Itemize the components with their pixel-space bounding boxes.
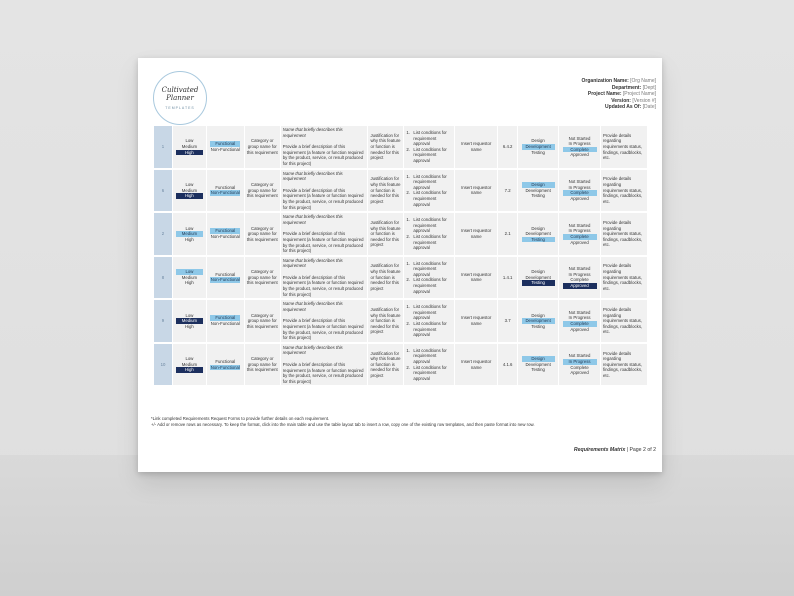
priority-option: High	[184, 280, 194, 286]
phase-option: Development	[525, 361, 551, 367]
table-row	[154, 213, 647, 255]
table-row	[154, 170, 647, 212]
description-body: Provide a brief description of this requirement (a feature or function required by the product, service, or result produced for this project)	[282, 144, 364, 166]
phase-cell	[518, 126, 558, 168]
table-row	[154, 126, 647, 168]
status-option: In Progress	[568, 315, 591, 321]
description-title: Name that briefly describes this requirement	[282, 257, 343, 269]
condition-text: List conditions for requirement approval	[413, 260, 447, 277]
condition-item: 2. List conditions for requirement approval	[406, 147, 452, 164]
description-cell	[281, 300, 368, 342]
category-cell: Category or group name for this requirement	[245, 344, 280, 386]
priority-option: Medium	[176, 318, 203, 324]
description-cell	[281, 213, 368, 255]
row-number: 9	[154, 300, 172, 342]
footnote-link: *Link completed Requirements Request Forms to provide further details on each requirement.	[151, 416, 330, 421]
status-option: In Progress	[568, 184, 591, 190]
justification-cell: Justification for why this feature or function is needed for this project	[368, 126, 403, 168]
requestor-cell: Insert requestor name	[455, 126, 497, 168]
description-title: Name that briefly describes this requirement	[282, 344, 343, 356]
phase-option: Development	[525, 274, 551, 280]
conditions-cell	[404, 344, 454, 386]
status-cell	[559, 170, 600, 212]
condition-item: 1. List conditions for requirement approval	[406, 261, 452, 278]
condition-text: List conditions for requirement approval	[413, 146, 447, 163]
requestor-cell: Insert requestor name	[455, 300, 497, 342]
status-option: Complete	[563, 147, 597, 153]
justification-cell: Justification for why this feature or function is needed for this project	[368, 213, 403, 255]
category-cell: Category or group name for this requirement	[245, 126, 280, 168]
type-option: Non-Functional	[210, 321, 240, 327]
priority-option: High	[176, 193, 203, 199]
condition-item: 1. List conditions for requirement approval	[406, 174, 452, 191]
conditions-cell	[404, 300, 454, 342]
version-cell: 1.4.1	[498, 257, 517, 299]
status-option: Approved	[570, 370, 589, 376]
requestor-cell: Insert requestor name	[455, 257, 497, 299]
status-cell	[559, 213, 600, 255]
phase-option: Design	[522, 356, 555, 362]
phase-cell	[518, 257, 558, 299]
description-cell	[281, 257, 368, 299]
status-option: In Progress	[568, 271, 591, 277]
status-option: Approved	[570, 326, 589, 332]
status-option: Complete	[570, 364, 589, 370]
requestor-cell: Insert requestor name	[455, 213, 497, 255]
description-title: Name that briefly describes this requirement	[282, 127, 343, 138]
phase-option: Design	[531, 138, 545, 144]
header-updated-line: Updated As Of: [Date]	[605, 104, 656, 110]
priority-option: Medium	[181, 143, 198, 149]
description-body: Provide a brief description of this requirement (a feature or function required by the product, service, or result produced for this project)	[282, 318, 364, 341]
phase-option: Development	[522, 318, 555, 324]
type-option: Non-Functional	[210, 277, 240, 283]
condition-item: 2. List conditions for requirement approval	[406, 234, 452, 251]
type-cell	[207, 344, 244, 386]
logo-script-text: Cultivated Planner	[161, 86, 199, 102]
priority-option: Medium	[176, 231, 203, 237]
description-cell	[281, 126, 368, 168]
priority-option: Medium	[181, 187, 198, 193]
condition-text: List conditions for requirement approval	[413, 304, 447, 321]
version-cell: 6.4.2	[498, 126, 517, 168]
footnote-rows: +/- Add or remove rows as necessary. To keep the format, click into the main table and use the table layout tab to insert a row, copy one of the existing row templates, and then paste format into new row.	[151, 422, 535, 427]
requirements-matrix-table	[153, 124, 648, 387]
document-page	[138, 58, 662, 472]
priority-cell	[173, 344, 206, 386]
justification-cell: Justification for why this feature or function is needed for this project	[368, 300, 403, 342]
notes-cell: Provide details regarding requirements status, findings, roadblocks, etc.	[601, 213, 647, 255]
type-cell	[207, 126, 244, 168]
conditions-cell	[404, 213, 454, 255]
priority-option: Low	[185, 225, 194, 231]
description-body: Provide a brief description of this requirement (a feature or function required by the product, service, or result produced for this project)	[282, 187, 364, 210]
phase-option: Testing	[531, 149, 545, 155]
status-option: Not Started	[568, 353, 591, 359]
status-option: Approved	[570, 152, 589, 158]
status-option: In Progress	[563, 359, 597, 365]
row-number: 10	[154, 344, 172, 386]
status-option: Not Started	[568, 309, 591, 315]
priority-option: Low	[176, 269, 203, 275]
phase-option: Testing	[531, 323, 545, 329]
priority-cell	[173, 300, 206, 342]
type-option: Non-Functional	[210, 233, 240, 239]
type-option: Functional	[210, 228, 240, 234]
footnotes	[151, 416, 535, 428]
category-cell: Category or group name for this requirement	[245, 170, 280, 212]
justification-cell: Justification for why this feature or function is needed for this project	[368, 257, 403, 299]
condition-item: 1. List conditions for requirement approval	[406, 130, 452, 147]
status-option: Not Started	[568, 179, 591, 185]
status-option: Not Started	[568, 135, 591, 141]
type-option: Non-Functional	[210, 364, 240, 370]
notes-cell: Provide details regarding requirements status, findings, roadblocks, etc.	[601, 257, 647, 299]
type-cell	[207, 300, 244, 342]
status-option: Not Started	[568, 266, 591, 272]
requestor-cell: Insert requestor name	[455, 344, 497, 386]
header-org-line: Organization Name: [Org Name]	[581, 78, 656, 84]
notes-cell: Provide details regarding requirements status, findings, roadblocks, etc.	[601, 126, 647, 168]
table-row	[154, 257, 647, 299]
priority-cell	[173, 126, 206, 168]
status-option: In Progress	[568, 141, 591, 147]
condition-item: 2. List conditions for requirement approval	[406, 277, 452, 294]
justification-cell: Justification for why this feature or function is needed for this project	[368, 170, 403, 212]
type-cell	[207, 170, 244, 212]
category-cell: Category or group name for this requirement	[245, 213, 280, 255]
condition-text: List conditions for requirement approval	[413, 321, 447, 338]
type-option: Functional	[215, 184, 236, 190]
status-option: Approved	[570, 195, 589, 201]
phase-option: Design	[522, 182, 555, 188]
phase-cell	[518, 170, 558, 212]
phase-option: Development	[525, 231, 551, 237]
header-version-line: Version: [Version #]	[611, 97, 656, 104]
header-dept-line: Department: [Dept]	[611, 84, 656, 91]
row-number: 1	[154, 126, 172, 168]
status-cell	[559, 344, 600, 386]
priority-option: Medium	[181, 274, 198, 280]
status-option: Complete	[563, 234, 597, 240]
justification-cell: Justification for why this feature or function is needed for this project	[368, 344, 403, 386]
version-cell: 4.1.6	[498, 344, 517, 386]
notes-cell: Provide details regarding requirements status, findings, roadblocks, etc.	[601, 300, 647, 342]
conditions-cell	[404, 170, 454, 212]
status-cell	[559, 300, 600, 342]
priority-option: Medium	[181, 361, 198, 367]
type-cell	[207, 257, 244, 299]
phase-option: Testing	[522, 237, 555, 243]
notes-cell: Provide details regarding requirements status, findings, roadblocks, etc.	[601, 170, 647, 212]
type-option: Functional	[210, 315, 240, 321]
description-cell	[281, 344, 368, 386]
condition-item: 1. List conditions for requirement approval	[406, 348, 452, 365]
conditions-cell	[404, 257, 454, 299]
phase-option: Testing	[522, 280, 555, 286]
condition-text: List conditions for requirement approval	[413, 277, 447, 294]
row-number: 8	[154, 257, 172, 299]
phase-option: Development	[522, 144, 555, 150]
description-cell	[281, 170, 368, 212]
page-footer	[574, 447, 656, 453]
conditions-cell	[404, 126, 454, 168]
footer-page-number: Page 2 of 2	[629, 447, 656, 453]
row-number: 2	[154, 213, 172, 255]
category-cell: Category or group name for this requirement	[245, 300, 280, 342]
description-body: Provide a brief description of this requirement (a feature or function required by the product, service, or result produced for this project)	[282, 274, 364, 297]
phase-option: Development	[525, 187, 551, 193]
description-title: Name that briefly describes this requirement	[282, 214, 343, 225]
status-option: In Progress	[568, 228, 591, 234]
footer-doc-name: Requirements Matrix	[573, 447, 626, 453]
description-title: Name that briefly describes this requirement	[282, 301, 343, 312]
phase-cell	[518, 300, 558, 342]
status-cell	[559, 126, 600, 168]
company-logo	[153, 71, 207, 125]
description-title: Name that briefly describes this requirement	[282, 170, 343, 182]
version-cell: 7.2	[498, 170, 517, 212]
priority-option: Low	[185, 138, 194, 144]
phase-cell	[518, 344, 558, 386]
type-option: Functional	[215, 359, 236, 364]
status-cell	[559, 257, 600, 299]
notes-cell: Provide details regarding requirements status, findings, roadblocks, etc.	[601, 344, 647, 386]
type-option: Functional	[215, 271, 236, 277]
table-row	[154, 344, 647, 386]
type-option: Non-Functional	[210, 190, 240, 196]
version-cell: 2.1	[498, 213, 517, 255]
type-option: Non-Functional	[210, 146, 240, 152]
status-option: Not Started	[568, 222, 591, 228]
condition-item: 1. List conditions for requirement approval	[406, 217, 452, 234]
status-option: Complete	[563, 321, 597, 327]
category-cell: Category or group name for this requirement	[245, 257, 280, 299]
condition-item: 1. List conditions for requirement approval	[406, 304, 452, 321]
priority-option: High	[176, 367, 203, 373]
condition-text: List conditions for requirement approval	[413, 347, 447, 364]
description-body: Provide a brief description of this requirement (a feature or function required by the product, service, or result produced for this project)	[282, 362, 364, 384]
logo-subtext: TEMPLATES	[165, 106, 195, 110]
phase-cell	[518, 213, 558, 255]
priority-option: Low	[185, 312, 194, 318]
header-info	[582, 78, 656, 111]
requestor-cell: Insert requestor name	[455, 170, 497, 212]
status-option: Approved	[563, 283, 597, 289]
priority-option: High	[184, 323, 194, 329]
type-cell	[207, 213, 244, 255]
phase-option: Testing	[531, 367, 545, 373]
condition-text: List conditions for requirement approval	[413, 217, 447, 234]
header-project-line: Project Name: [Project Name]	[587, 91, 656, 97]
condition-text: List conditions for requirement approval	[413, 130, 447, 147]
condition-text: List conditions for requirement approval	[413, 233, 447, 251]
description-body: Provide a brief description of this requirement (a feature or function required by the product, service, or result produced for this project)	[282, 231, 364, 254]
priority-option: Low	[185, 356, 194, 362]
type-option: Functional	[210, 141, 240, 147]
priority-option: High	[184, 236, 194, 242]
condition-item: 2. List conditions for requirement approval	[406, 190, 452, 207]
priority-option: Low	[185, 181, 194, 187]
phase-option: Design	[531, 269, 545, 275]
phase-option: Design	[531, 225, 545, 231]
footer-separator: |	[625, 447, 630, 453]
priority-cell	[173, 257, 206, 299]
condition-item: 2. List conditions for requirement approval	[406, 321, 452, 338]
phase-option: Design	[531, 312, 545, 318]
status-option: Approved	[570, 239, 589, 245]
condition-text: List conditions for requirement approval	[413, 173, 447, 190]
version-cell: 3.7	[498, 300, 517, 342]
row-number: 6	[154, 170, 172, 212]
priority-option: High	[176, 150, 203, 156]
status-option: Complete	[570, 277, 589, 283]
floor-background	[0, 455, 794, 596]
condition-text: List conditions for requirement approval	[413, 364, 447, 381]
table-row	[154, 300, 647, 342]
phase-option: Testing	[531, 193, 545, 199]
condition-text: List conditions for requirement approval	[413, 190, 447, 207]
condition-item: 2. List conditions for requirement approval	[406, 365, 452, 382]
status-option: Complete	[563, 190, 597, 196]
priority-cell	[173, 213, 206, 255]
priority-cell	[173, 170, 206, 212]
